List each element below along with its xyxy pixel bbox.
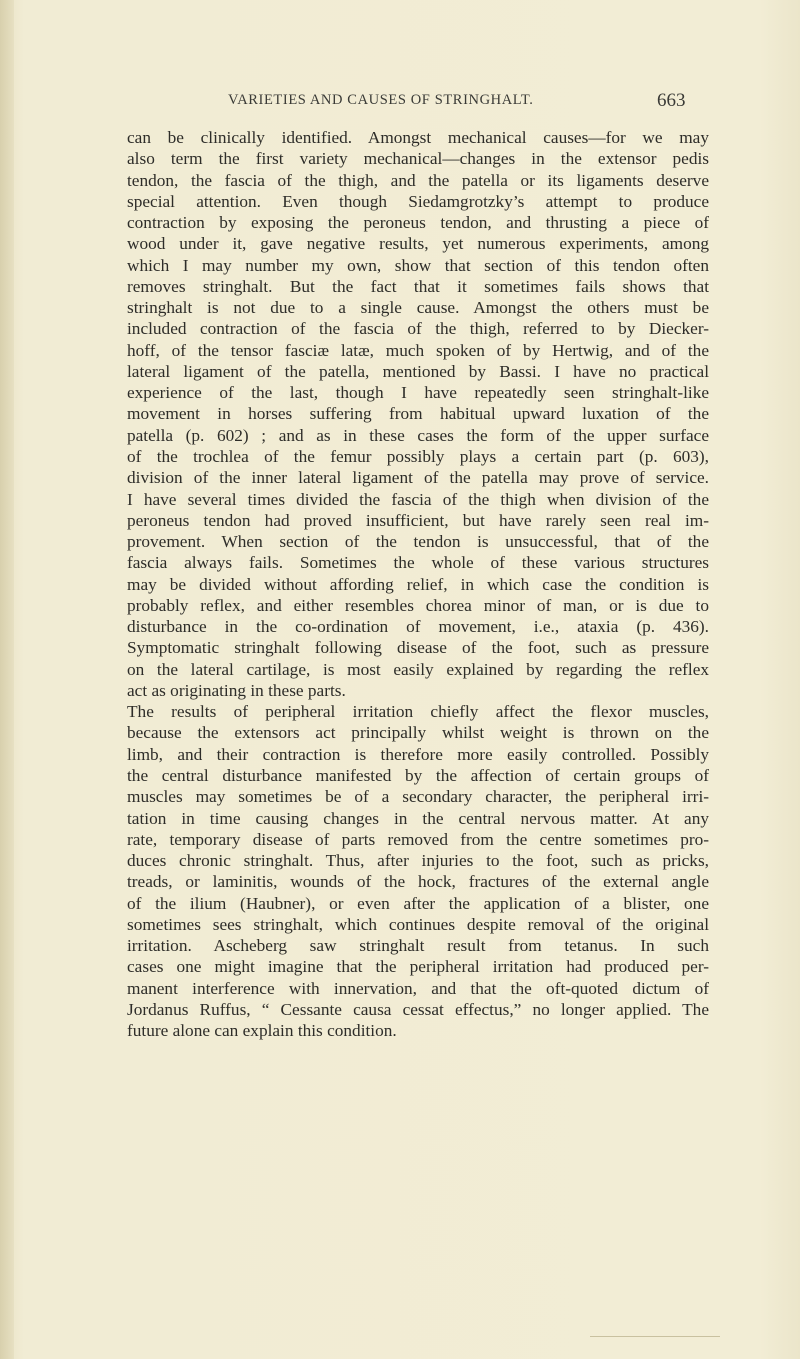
text-line: special attention. Even though Siedamgrotzky’s attempt to produce (127, 191, 709, 211)
text-line: Symptomatic stringhalt following disease of the foot, such as pressure (127, 638, 709, 658)
text-line: division of the inner lateral ligament of the patella may prove of service. (127, 468, 709, 488)
text-line: the central disturbance manifested by the affection of certain groups of (127, 765, 709, 785)
text-line: Jordanus Ruffus, “ Cessante causa cessat effectus,” no longer applied. The (127, 999, 709, 1019)
text-line: duces chronic stringhalt. Thus, after injuries to the foot, such as pricks, (127, 851, 709, 871)
text-line: peroneus tendon had proved insufficient, but have rarely seen real im- (127, 510, 709, 530)
text-line: tation in time causing changes in the central nervous matter. At any (127, 808, 709, 828)
text-line: fascia always fails. Sometimes the whole of these various structures (127, 553, 709, 573)
text-line: removes stringhalt. But the fact that it sometimes fails shows that (127, 276, 709, 296)
text-line: limb, and their contraction is therefore more easily controlled. Possibly (127, 744, 709, 764)
text-line: disturbance in the co-ordination of movement, i.e., ataxia (p. 436). (127, 617, 709, 637)
text-line: stringhalt is not due to a single cause. Amongst the others must be (127, 298, 709, 318)
text-line: The results of peripheral irritation chiefly affect the flexor muscles, (127, 702, 709, 722)
text-line: treads, or laminitis, wounds of the hock, fractures of the external angle (127, 872, 709, 892)
text-line: tendon, the fascia of the thigh, and the patella or its ligaments deserve (127, 170, 709, 190)
text-line: experience of the last, though I have repeatedly seen stringhalt-like (127, 383, 709, 403)
text-line: lateral ligament of the patella, mentioned by Bassi. I have no practical (127, 361, 709, 381)
text-line: act as originating in these parts. (127, 680, 346, 700)
text-line: sometimes sees stringhalt, which continues despite removal of the original (127, 914, 709, 934)
page-gutter-shadow (0, 0, 14, 1359)
text-line: provement. When section of the tendon is unsuccessful, that of the (127, 532, 709, 552)
text-line: irritation. Ascheberg saw stringhalt result from tetanus. In such (127, 936, 709, 956)
text-line: may be divided without affording relief, in which case the condition is (127, 574, 709, 594)
text-line: cases one might imagine that the peripheral irritation had produced per- (127, 957, 709, 977)
text-line: rate, temporary disease of parts removed from the centre sometimes pro- (127, 829, 709, 849)
text-line: muscles may sometimes be of a secondary character, the peripheral irri- (127, 787, 709, 807)
text-line: manent interference with innervation, and that the oft-quoted dictum of (127, 978, 709, 998)
text-line: movement in horses suffering from habitual upward luxation of the (127, 404, 709, 424)
text-line: of the ilium (Haubner), or even after the application of a blister, one (127, 893, 709, 913)
text-line: included contraction of the fascia of the thigh, referred to by Diecker- (127, 319, 709, 339)
text-line: probably reflex, and either resembles chorea minor of man, or is due to (127, 595, 709, 615)
text-line: contraction by exposing the peroneus tendon, and thrusting a piece of (127, 213, 709, 233)
page-edge-rule (590, 1336, 720, 1337)
text-line: can be clinically identified. Amongst mechanical causes—for we may (127, 128, 709, 147)
text-line: I have several times divided the fascia of the thigh when division of the (127, 489, 709, 509)
running-head: VARIETIES AND CAUSES OF STRINGHALT. (228, 92, 534, 108)
text-line: which I may number my own, show that section of this tendon often (127, 255, 709, 275)
text-line: of the trochlea of the femur possibly plays a certain part (p. 603), (127, 446, 709, 466)
text-line: future alone can explain this condition. (127, 1021, 397, 1041)
page-number: 663 (657, 90, 686, 111)
page-header (0, 92, 800, 116)
text-line: wood under it, gave negative results, yet numerous experiments, among (127, 234, 709, 254)
text-line: hoff, of the tensor fasciæ latæ, much spoken of by Hertwig, and of the (127, 340, 709, 360)
text-line: on the lateral cartilage, is most easily explained by regarding the reflex (127, 659, 709, 679)
text-line: patella (p. 602) ; and as in these cases the form of the upper surface (127, 425, 709, 445)
text-line: also term the first variety mechanical—changes in the extensor pedis (127, 149, 709, 169)
body-text (127, 127, 709, 1041)
text-line: because the extensors act principally whilst weight is thrown on the (127, 723, 709, 743)
